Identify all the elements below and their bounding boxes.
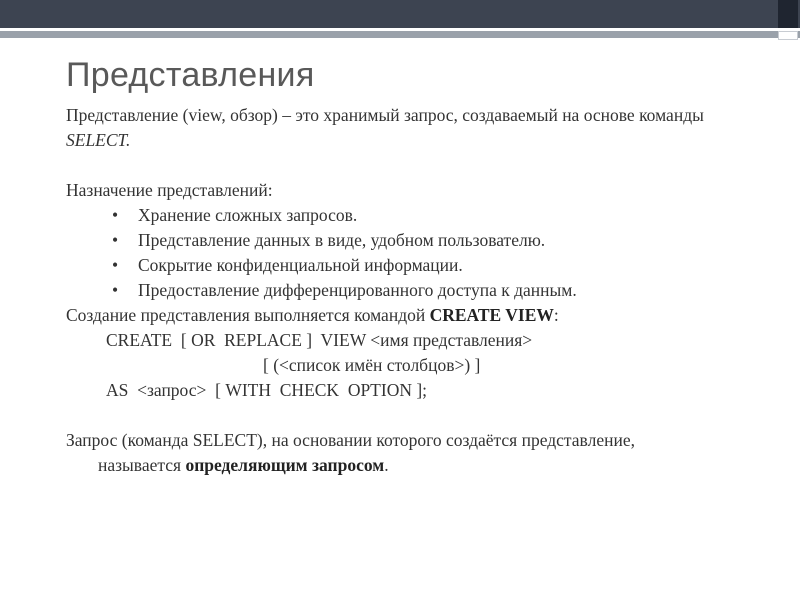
list-item: • Хранение сложных запросов. <box>66 203 756 228</box>
list-item: • Сокрытие конфиденциальной информации. <box>66 253 756 278</box>
top-bar-accent <box>0 31 800 38</box>
bullet-icon: • <box>112 205 119 225</box>
top-bar <box>0 0 800 28</box>
syntax-line-3: AS <запрос> [ WITH CHECK OPTION ]; <box>106 380 428 400</box>
corner-decoration <box>778 0 800 58</box>
definition-paragraph: Представление (view, обзор) – это хранимый запрос, создаваемый на основе команды SELECT. <box>66 105 704 150</box>
purpose-list <box>66 203 756 303</box>
bullet-icon: • <box>112 280 119 300</box>
slide-title: Представления <box>66 56 315 94</box>
list-item: • Предоставление дифференцированного доступа к данным. <box>66 278 756 303</box>
defining-query-line-1: Запрос (команда SELECT), на основании которого создаётся представление, <box>66 430 635 450</box>
bullet-icon: • <box>112 230 119 250</box>
defining-query-line-2: называется определяющим запросом. <box>98 455 389 475</box>
bullet-icon: • <box>112 255 119 275</box>
create-intro: Создание представления выполняется командой CREATE VIEW: <box>66 305 559 325</box>
syntax-line-1: CREATE [ OR REPLACE ] VIEW <имя представления> <box>106 330 533 350</box>
list-item: • Представление данных в виде, удобном пользователю. <box>66 228 756 253</box>
syntax-line-2: [ (<список имён столбцов>) ] <box>263 355 481 375</box>
purpose-heading: Назначение представлений: <box>66 180 273 200</box>
slide-body <box>66 103 756 478</box>
